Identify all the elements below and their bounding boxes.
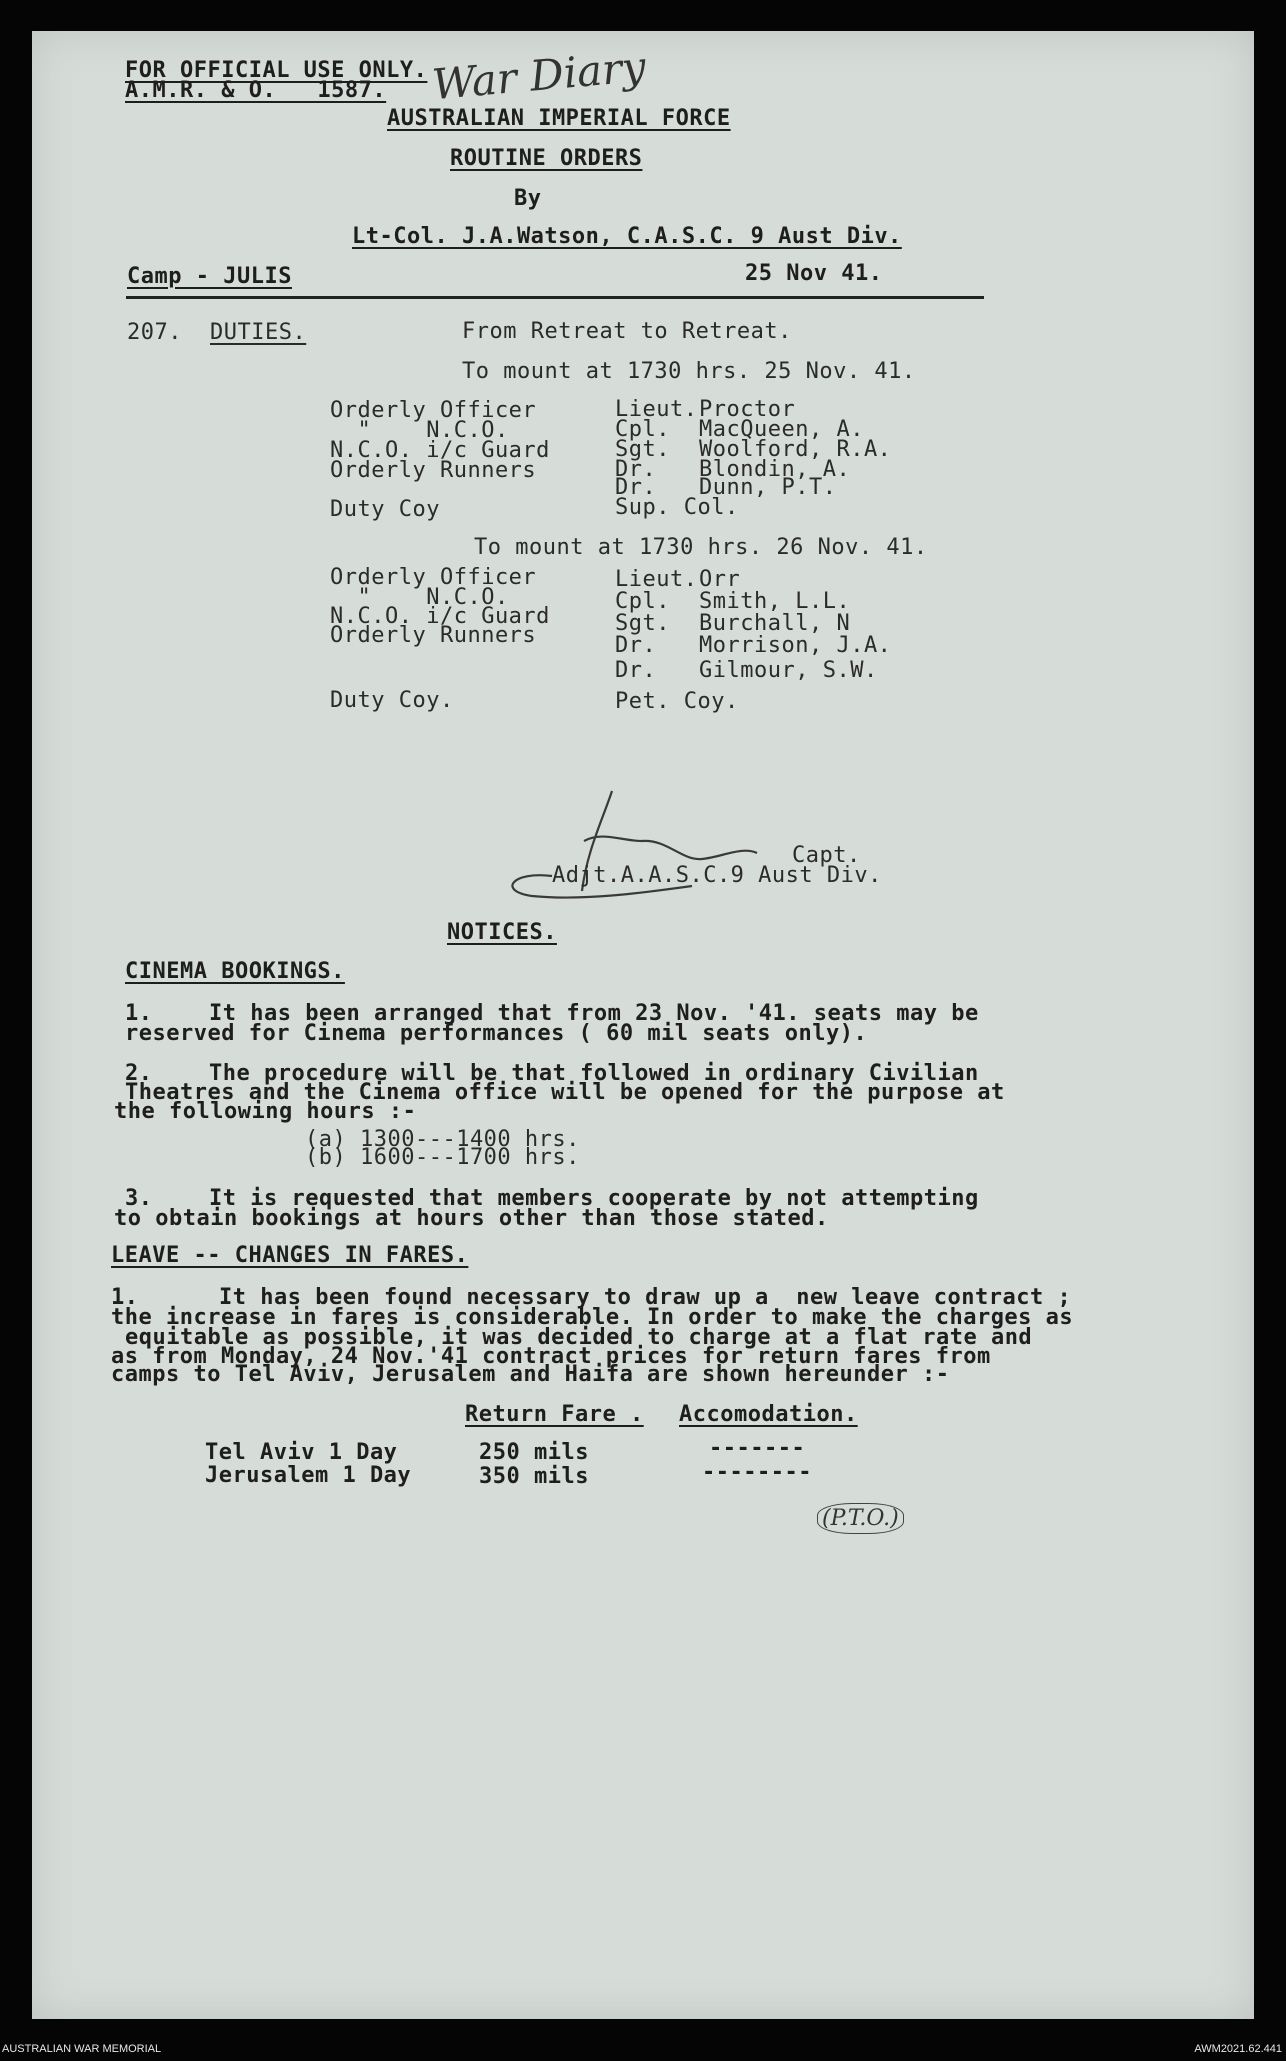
cinema-hours-b: (b) 1600---1700 hrs. — [305, 1145, 580, 1170]
leave-para-1-line: equitable as possible, it was decided to charge at a flat rate and — [125, 1325, 1033, 1350]
cinema-para-3-line: It is requested that members cooperate by not attempting — [209, 1186, 979, 1211]
roster-role: Orderly Officer — [330, 398, 537, 423]
leave-para-1-number: 1. — [111, 1285, 139, 1310]
cinema-para-2-line: Theatres and the Cinema office will be opened for the purpose at — [125, 1080, 1005, 1105]
return-fare-column-header: Return Fare . — [465, 1402, 644, 1427]
amr-reference: A.M.R. & O. 1587. — [125, 78, 387, 103]
cinema-para-2-line: the following hours :- — [114, 1099, 417, 1124]
duties-heading: DUTIES. — [210, 320, 307, 345]
document-page — [32, 31, 1254, 2019]
accomodation-column-header: Accomodation. — [679, 1402, 858, 1427]
roster-role: Orderly Officer — [330, 565, 537, 590]
roster-role: N.C.O. i/c Guard — [330, 604, 550, 629]
roster-name: Smith, L.L. — [699, 589, 851, 614]
roster-rank: Dr. — [615, 633, 657, 658]
mount-line-2: To mount at 1730 hrs. 26 Nov. 41. — [474, 535, 928, 560]
fare-price: 350 mils — [479, 1464, 589, 1489]
header-divider — [126, 296, 984, 299]
commander-line: Lt-Col. J.A.Watson, C.A.S.C. 9 Aust Div. — [352, 224, 902, 249]
fare-accomodation: -------- — [702, 1460, 812, 1485]
fare-price: 250 mils — [479, 1440, 589, 1465]
footer-archive-name: AUSTRALIAN WAR MEMORIAL — [2, 2043, 162, 2055]
roster-role: N.C.O. i/c Guard — [330, 438, 550, 463]
order-date: 25 Nov 41. — [745, 261, 883, 286]
cinema-para-1-line: reserved for Cinema performances ( 60 mil seats only). — [125, 1021, 868, 1046]
duty-period: From Retreat to Retreat. — [462, 319, 792, 344]
roster-rank: Sgt. — [615, 437, 670, 462]
cinema-para-1-line: It has been arranged that from 23 Nov. '41. seats may be — [209, 1001, 979, 1026]
official-use-label: FOR OFFICIAL USE ONLY. — [125, 58, 428, 83]
handwritten-pto: (P.T.O.) — [817, 1503, 904, 1534]
signature-title: Adjt.A.A.S.C.9 Aust Div. — [552, 863, 882, 888]
leave-heading: LEAVE -- CHANGES IN FARES. — [111, 1243, 469, 1268]
mount-line-1: To mount at 1730 hrs. 25 Nov. 41. — [462, 359, 916, 384]
roster-name: Dunn, P.T. — [699, 475, 837, 500]
roster-name: Gilmour, S.W. — [699, 658, 878, 683]
roster-rank: Dr. — [615, 658, 657, 683]
cinema-para-1-number: 1. — [125, 1001, 153, 1026]
order-number: 207. — [127, 320, 182, 345]
camp-label: Camp - JULIS — [127, 264, 292, 289]
footer-record-id: AWM2021.62.441 — [1194, 2043, 1282, 2055]
roster-rank: Lieut. — [615, 397, 698, 422]
leave-para-1-line: the increase in fares is considerable. In order to make the charges as — [111, 1305, 1074, 1330]
roster-role: Orderly Runners — [330, 623, 537, 648]
roster-rank: Dr. — [615, 475, 657, 500]
roster-role: Duty Coy. — [330, 688, 454, 713]
page-subtitle: ROUTINE ORDERS — [450, 146, 643, 171]
roster-name: MacQueen, A. — [699, 417, 864, 442]
roster-name: Blondin, A. — [699, 457, 851, 482]
roster-name: Proctor — [699, 397, 796, 422]
page-title: AUSTRALIAN IMPERIAL FORCE — [387, 106, 731, 131]
cinema-para-3-number: 3. — [125, 1186, 153, 1211]
cinema-para-3-line: to obtain bookings at hours other than those stated. — [114, 1206, 829, 1231]
roster-name: Morrison, J.A. — [699, 633, 892, 658]
roster-rank: Cpl. — [615, 589, 670, 614]
roster-rank: Cpl. — [615, 417, 670, 442]
roster-name: Orr — [699, 567, 741, 592]
leave-para-1-line: camps to Tel Aviv, Jerusalem and Haifa are shown hereunder :- — [111, 1362, 950, 1387]
roster-rank: Lieut. — [615, 567, 698, 592]
handwritten-war-diary: War Diary — [430, 41, 648, 110]
notices-heading: NOTICES. — [447, 920, 557, 945]
cinema-hours-a: (a) 1300---1400 hrs. — [305, 1127, 580, 1152]
roster-rank: Pet. Coy. — [615, 689, 739, 714]
roster-role: Orderly Runners — [330, 458, 537, 483]
leave-para-1-line: It has been found necessary to draw up a new leave contract ; — [219, 1285, 1072, 1310]
roster-role: " N.C.O. — [330, 585, 509, 610]
roster-rank: Sgt. — [615, 611, 670, 636]
roster-name: Woolford, R.A. — [699, 437, 892, 462]
cinema-para-2-line: The procedure will be that followed in ordinary Civilian — [209, 1061, 979, 1086]
cinema-para-2-number: 2. — [125, 1061, 153, 1086]
roster-role: " N.C.O. — [330, 418, 509, 443]
by-label: By — [514, 186, 542, 211]
roster-rank: Sup. Col. — [615, 495, 739, 520]
fare-destination: Tel Aviv 1 Day — [205, 1440, 398, 1465]
fare-destination: Jerusalem 1 Day — [205, 1463, 412, 1488]
roster-role: Duty Coy — [330, 497, 440, 522]
fare-accomodation: ------- — [709, 1436, 806, 1461]
leave-para-1-line: as from Monday, 24 Nov.'41 contract prices for return fares from — [111, 1344, 991, 1369]
roster-rank: Dr. — [615, 457, 657, 482]
signature-rank: Capt. — [792, 843, 861, 868]
cinema-bookings-heading: CINEMA BOOKINGS. — [125, 959, 345, 984]
roster-name: Burchall, N — [699, 611, 851, 636]
